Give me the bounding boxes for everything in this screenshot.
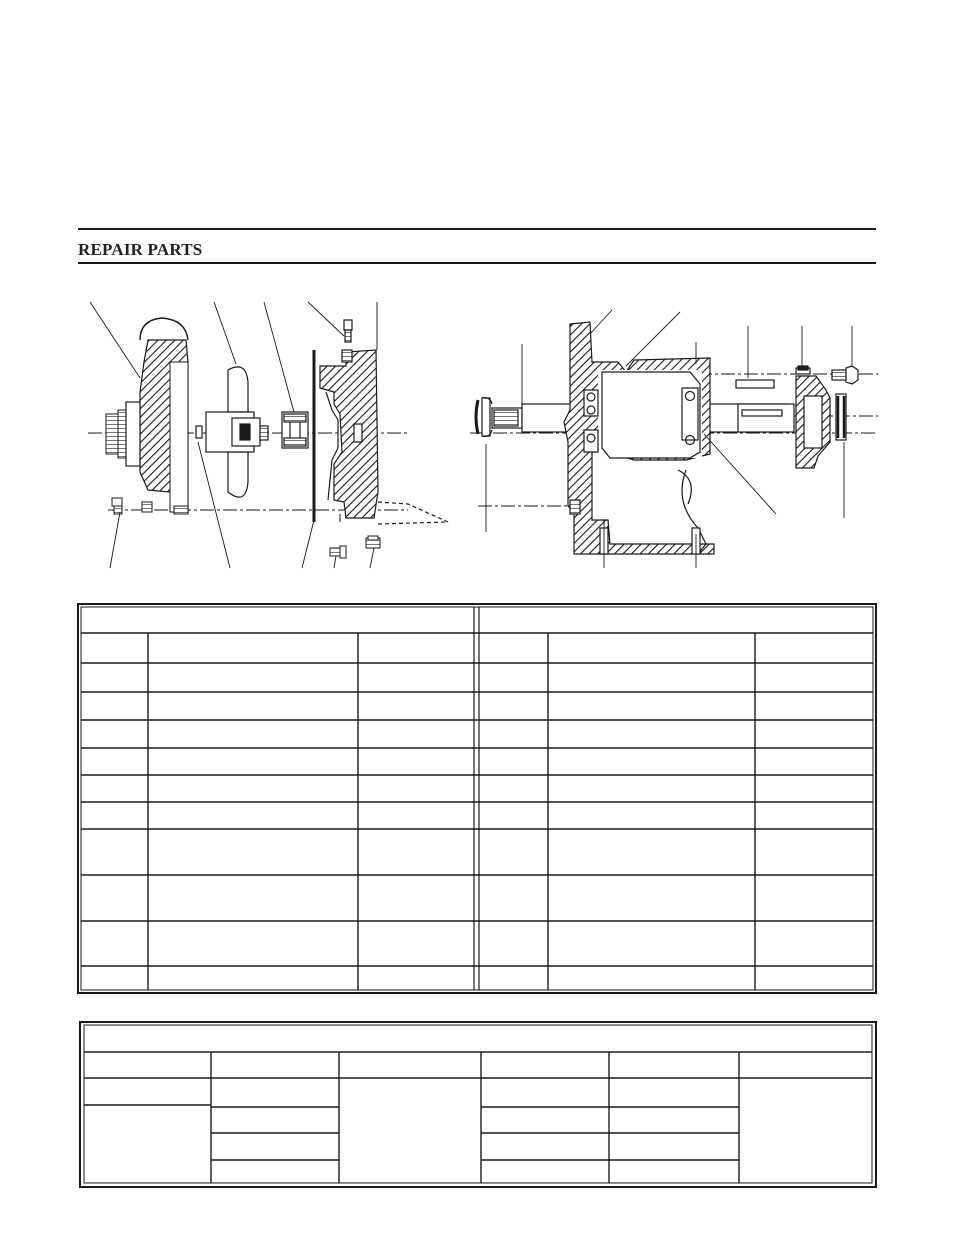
exploded-pump-diagram <box>78 292 878 572</box>
shaft-key <box>736 380 774 388</box>
mechanical-seal <box>282 412 308 448</box>
seal-plate <box>320 320 448 524</box>
title-underline <box>78 262 876 264</box>
top-rule <box>78 228 876 230</box>
lip-seal <box>836 394 846 440</box>
page-title: REPAIR PARTS <box>78 240 203 259</box>
slinger <box>476 398 492 437</box>
motor-kit-table <box>79 1021 877 1188</box>
capscrews <box>330 514 380 558</box>
volute-casing <box>106 318 188 514</box>
bearing-cap <box>796 366 830 468</box>
bearing-frame <box>564 322 714 554</box>
repair-parts-table <box>77 603 877 994</box>
drain-plug <box>112 498 122 514</box>
grease-fitting <box>832 366 858 384</box>
